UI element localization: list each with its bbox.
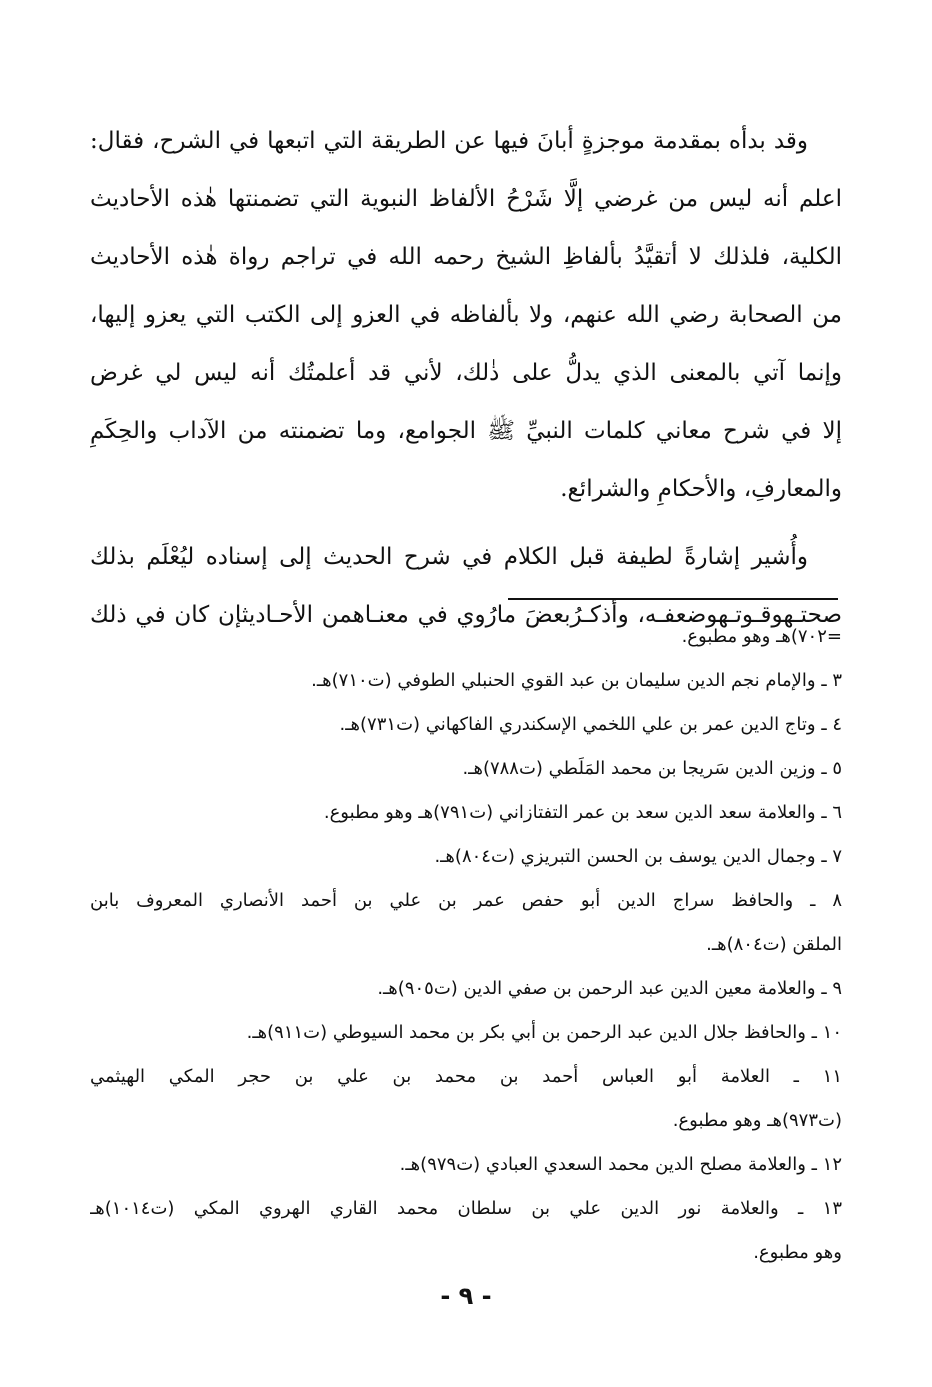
footnote-line: وهو مطبوع. xyxy=(753,1242,842,1263)
footnote-line: ٩ ـ والعلامة معين الدين عبد الرحمن بن صفي الدين (ت٩٠٥)هـ. xyxy=(377,978,842,999)
footnote-line: ١٢ ـ والعلامة مصلح الدين محمد السعدي العبادي (ت٩٧٩)هـ. xyxy=(399,1154,842,1175)
footnote-line: الملقن (ت٨٠٤)هـ. xyxy=(706,934,842,955)
text-line: وأُشير إشارةً لطيفة قبل الكلام في شرح الحديث إلى إسناده ليُعْلَم بذلك xyxy=(90,544,808,570)
text-line: الكلية، فلذلك لا أتقيَّدُ بألفاظِ الشيخ رحمه الله في تراجم رواة هٰذه الأحاديث xyxy=(90,244,842,270)
footnote-line: ١٣ ـ والعلامة نور الدين علي بن سلطان محمد القاري الهروي المكي (ت١٠١٤)هـ xyxy=(90,1198,842,1219)
footnote-line: =٧٠٢)هـ وهو مطبوع. xyxy=(681,626,842,647)
text-line: من الصحابة رضي الله عنهم، ولا بألفاظه في العزو إلى الكتب التي يعزو إليها، xyxy=(90,302,842,328)
footnote-line: ٦ ـ والعلامة سعد الدين سعد بن عمر التفتازاني (ت٧٩١)هـ وهو مطبوع. xyxy=(323,802,842,823)
main-text xyxy=(90,112,842,644)
text-line: صحتـهوقـوتـهوضعفـه، وأذكـرُبعضَ مارُوي في معنـاهمن الأحـاديثإن كان في ذلك xyxy=(90,602,842,628)
text-line: وقد بدأه بمقدمة موجزةٍ أبانَ فيها عن الطريقة التي اتبعها في الشرح، فقال: xyxy=(90,128,808,154)
footnotes xyxy=(90,615,842,1275)
footnote-line: ١١ ـ العلامة أبو العباس أحمد بن محمد بن علي بن حجر المكي الهيثمي xyxy=(90,1066,842,1087)
paragraph-1 xyxy=(90,112,842,518)
footnote-line: (ت٩٧٣)هـ وهو مطبوع. xyxy=(672,1110,842,1131)
page-number: - ٩ - xyxy=(440,1282,492,1310)
footnote-line: ٥ ـ وزين الدين سَريجا بن محمد المَلَطي (ت٧٨٨)هـ. xyxy=(462,758,842,779)
footnote-line: ٨ ـ والحافظ سراج الدين أبو حفص عمر بن علي بن أحمد الأنصاري المعروف بابن xyxy=(90,890,842,911)
footnote-line: ٣ ـ والإمام نجم الدين سليمان بن عبد القوي الحنبلي الطوفي (ت٧١٠)هـ. xyxy=(311,670,842,691)
footnote-line: ٧ ـ وجمال الدين يوسف بن الحسن التبريزي (ت٨٠٤)هـ. xyxy=(434,846,842,867)
paragraph-gap xyxy=(90,518,842,528)
text-line: إلا في شرح معاني كلمات النبيِّ ﷺ الجوامع، وما تضمنته من الآداب والحِكَمِ xyxy=(90,418,842,444)
text-line: اعلم أنه ليس من غرضي إلَّا شَرْحُ الألفاظ النبوية التي تضمنتها هٰذه الأحاديث xyxy=(90,186,842,212)
footnote-line: ١٠ ـ والحافظ جلال الدين عبد الرحمن بن أبي بكر بن محمد السيوطي (ت٩١١)هـ. xyxy=(246,1022,842,1043)
footnote-line: ٤ ـ وتاج الدين عمر بن علي اللخمي الإسكندري الفاكهاني (ت٧٣١)هـ. xyxy=(339,714,842,735)
text-line: وإنما آتي بالمعنى الذي يدلُّ على ذٰلك، لأني قد أعلمتُك أنه ليس لي غرض xyxy=(90,360,842,386)
footnote-separator xyxy=(508,598,838,600)
text-line: والمعارفِ، والأحكامِ والشرائع. xyxy=(560,476,842,502)
